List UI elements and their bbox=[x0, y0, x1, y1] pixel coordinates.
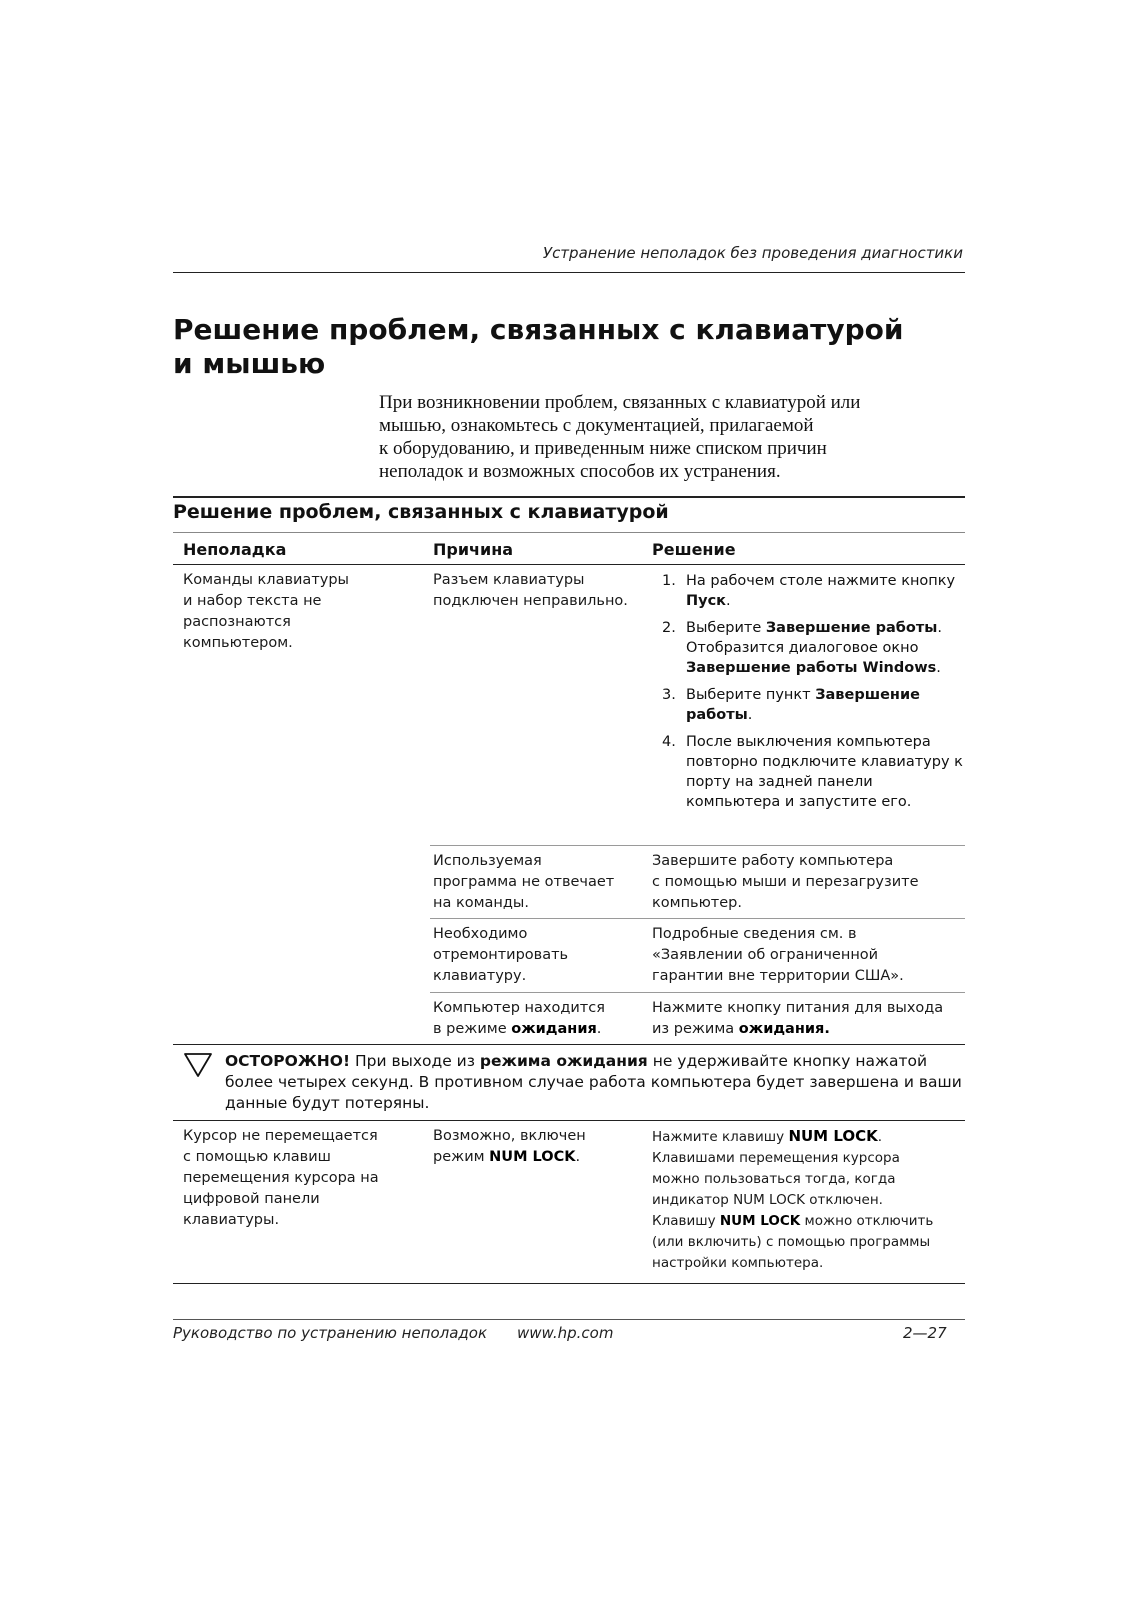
table-bottom-rule bbox=[173, 1283, 965, 1284]
column-header-cause: Причина bbox=[433, 540, 514, 559]
row4-cause bbox=[433, 998, 643, 1040]
column-header-problem: Неполадка bbox=[183, 540, 287, 559]
caution-note bbox=[225, 1051, 965, 1114]
row2-cause bbox=[433, 851, 643, 914]
cell-bold: NUM LOCK bbox=[719, 1213, 801, 1229]
row2-solution bbox=[652, 851, 967, 914]
cell-line: клавиатуру. bbox=[433, 968, 527, 984]
intro-line: неполадок и возможных способов их устранения. bbox=[379, 461, 781, 482]
cell-line: цифровой панели bbox=[183, 1191, 320, 1207]
row3-cause bbox=[433, 924, 643, 987]
cell-line: клавиатуры. bbox=[183, 1212, 280, 1228]
table-top-rule bbox=[173, 532, 965, 533]
step-number: 4. bbox=[662, 734, 676, 750]
caution-top-rule bbox=[173, 1044, 965, 1045]
step-text: . Отобразится диалоговое окно bbox=[686, 620, 943, 656]
page-title bbox=[173, 313, 963, 381]
cell-line: на команды. bbox=[433, 895, 529, 911]
step-text: . bbox=[936, 660, 941, 676]
step-number: 1. bbox=[662, 573, 676, 589]
running-header: Устранение неполадок без проведения диагностики bbox=[542, 244, 963, 262]
cell-line: Завершите работу компьютера bbox=[652, 853, 894, 869]
cell-line: «Заявлении об ограниченной bbox=[652, 947, 879, 963]
cell-bold: NUM LOCK bbox=[788, 1127, 878, 1145]
header-rule bbox=[173, 272, 965, 273]
caution-text: При выходе из bbox=[350, 1052, 480, 1070]
cell-line: компьютер. bbox=[652, 895, 742, 911]
caution-triangle-icon bbox=[183, 1052, 213, 1078]
footer-url[interactable]: www.hp.com bbox=[517, 1324, 614, 1342]
cell-text: . bbox=[877, 1129, 883, 1145]
table-header-rule bbox=[173, 564, 965, 565]
caution-bottom-rule bbox=[173, 1120, 965, 1121]
section-rule bbox=[173, 496, 965, 498]
row1-solution-steps bbox=[650, 571, 970, 819]
cell-line: распознаются bbox=[183, 614, 291, 630]
step-number: 2. bbox=[662, 620, 676, 636]
cell-text: . bbox=[575, 1149, 581, 1165]
cell-line: и набор текста не bbox=[183, 593, 322, 609]
caution-text: не удерживайте кнопку нажатой более четырех секунд. В противном случае работа компьютера будет завершена и ваши данные будут потеряны. bbox=[225, 1052, 962, 1112]
step-text: На рабочем столе нажмите кнопку bbox=[686, 573, 956, 589]
cell-line: индикатор NUM LOCK отключен. bbox=[652, 1192, 883, 1208]
step-text: Выберите пункт bbox=[686, 687, 816, 703]
cell-bold: NUM LOCK bbox=[489, 1149, 576, 1165]
cell-line: отремонтировать bbox=[433, 947, 569, 963]
cell-line: Необходимо bbox=[433, 926, 528, 942]
step-number: 3. bbox=[662, 687, 676, 703]
cell-line: Используемая bbox=[433, 853, 542, 869]
cell-text: из режима bbox=[652, 1021, 739, 1037]
cell-text: режим bbox=[433, 1149, 490, 1165]
cell-line: с помощью мыши и перезагрузите bbox=[652, 874, 919, 890]
row-divider bbox=[430, 845, 965, 846]
row5-cause bbox=[433, 1126, 643, 1168]
cell-text: в режиме bbox=[433, 1021, 512, 1037]
intro-line: мышью, ознакомьтесь с документацией, прилагаемой bbox=[379, 415, 814, 436]
cell-line: программа не отвечает bbox=[433, 874, 615, 890]
cell-text: Клавишу bbox=[652, 1213, 720, 1229]
step-text: Выберите bbox=[686, 620, 766, 636]
step-text: После выключения компьютера повторно подключите клавиатуру к порту на задней панели компьютера и запустите его. bbox=[686, 734, 963, 810]
row1-cause bbox=[433, 570, 643, 612]
step-bold-text: Завершение работы bbox=[686, 687, 920, 723]
row5-problem bbox=[183, 1126, 423, 1231]
footer-rule bbox=[173, 1319, 965, 1320]
solution-step bbox=[650, 685, 970, 725]
cell-bold: ожидания. bbox=[738, 1021, 830, 1037]
cell-bold: ожидания bbox=[511, 1021, 597, 1037]
solution-step bbox=[650, 618, 970, 678]
cell-line: Курсор не перемещается bbox=[183, 1128, 378, 1144]
cell-text: . bbox=[596, 1021, 602, 1037]
cell-line: Возможно, включен bbox=[433, 1128, 586, 1144]
step-bold-text: Завершение работы bbox=[765, 620, 938, 636]
cell-line: настройки компьютера. bbox=[652, 1255, 824, 1271]
column-header-solution: Решение bbox=[652, 540, 736, 559]
cell-text: можно отключить bbox=[800, 1213, 934, 1229]
step-text: . bbox=[726, 593, 731, 609]
cell-line: можно пользоваться тогда, когда bbox=[652, 1171, 896, 1187]
row1-problem bbox=[183, 570, 423, 654]
page-title-line2: и мышью bbox=[173, 347, 326, 380]
cell-line: компьютером. bbox=[183, 635, 293, 651]
caution-bold: режима ожидания bbox=[479, 1052, 648, 1070]
caution-label: ОСТОРОЖНО! bbox=[225, 1052, 351, 1070]
cell-text: Нажмите клавишу bbox=[652, 1129, 789, 1145]
step-text: . bbox=[747, 707, 753, 723]
row5-solution bbox=[652, 1126, 972, 1274]
intro-line: к оборудованию, и приведенным ниже списком причин bbox=[379, 438, 827, 459]
cell-line: Компьютер находится bbox=[433, 1000, 605, 1016]
row3-solution bbox=[652, 924, 967, 987]
cell-line: с помощью клавиш bbox=[183, 1149, 331, 1165]
page-title-line1: Решение проблем, связанных с клавиатурой bbox=[173, 313, 904, 346]
solution-step bbox=[650, 732, 970, 812]
cell-line: Клавишами перемещения курсора bbox=[652, 1150, 900, 1166]
cell-line: перемещения курсора на bbox=[183, 1170, 379, 1186]
cell-line: Разъем клавиатуры bbox=[433, 572, 585, 588]
step-bold-text: Завершение работы Windows bbox=[686, 660, 937, 676]
section-title: Решение проблем, связанных с клавиатурой bbox=[173, 501, 669, 523]
row4-solution bbox=[652, 998, 967, 1040]
cell-line: Подробные сведения см. в bbox=[652, 926, 857, 942]
cell-line: Нажмите кнопку питания для выхода bbox=[652, 1000, 944, 1016]
step-bold-text: Пуск bbox=[686, 593, 727, 609]
cell-line: Команды клавиатуры bbox=[183, 572, 349, 588]
cell-line: подключен неправильно. bbox=[433, 593, 628, 609]
cell-line: (или включить) с помощью программы bbox=[652, 1234, 931, 1250]
row-divider bbox=[430, 992, 965, 993]
solution-step bbox=[650, 571, 970, 611]
intro-paragraph bbox=[379, 391, 969, 483]
footer-manual-title: Руководство по устранению неполадок bbox=[173, 1324, 488, 1342]
row-divider bbox=[430, 918, 965, 919]
footer-page-number: 2—27 bbox=[903, 1324, 947, 1342]
intro-line: При возникновении проблем, связанных с клавиатурой или bbox=[379, 392, 861, 413]
cell-line: гарантии вне территории США». bbox=[652, 968, 904, 984]
